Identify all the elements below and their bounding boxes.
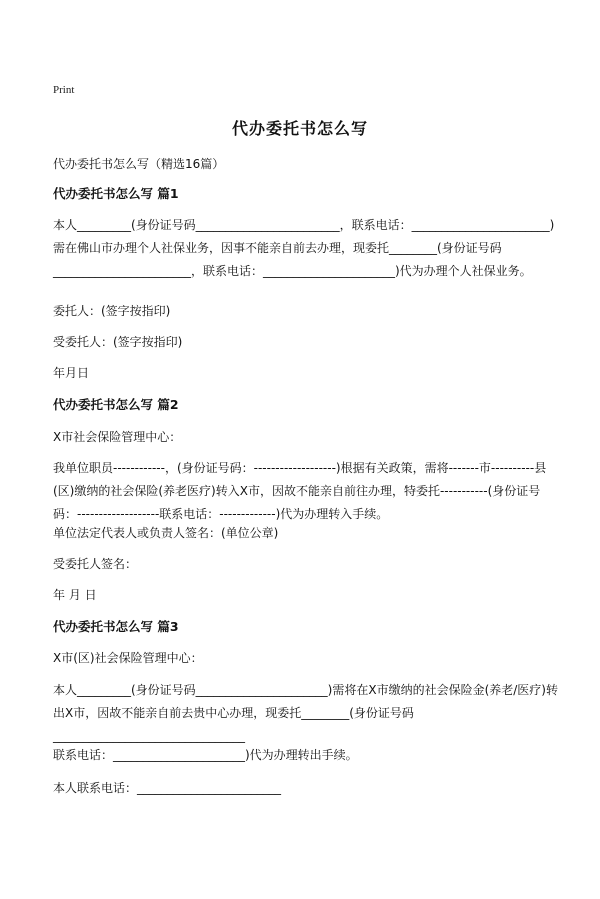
section-2-heading: 代办委托书怎么写 篇2 [53, 397, 179, 412]
section-3-paragraph-3: 联系电话：______________________)代为办理转出手续。 [53, 748, 358, 762]
section-2-paragraph-4: 受委托人签名： [53, 557, 138, 571]
section-1-heading: 代办委托书怎么写 篇1 [53, 186, 179, 201]
section-2-paragraph-5: 年 月 日 [53, 588, 97, 602]
document-title: 代办委托书怎么写 [231, 119, 368, 138]
section-2-paragraph-3: 单位法定代表人或负责人签名：(单位公章) [53, 526, 279, 540]
section-1-paragraph-1: 本人_________(身份证号码________________________，联系电话：_______________________)需在佛山市办理个人社保业务，因事不能亲自前去办理，现委托________(身份证号码_______________________，联系电话：______________________)代为办理个人社保业务。 [53, 218, 555, 278]
section-1-paragraph-2: 委托人：(签字按指印) [53, 304, 171, 318]
print-label: Print [53, 84, 75, 96]
section-1-paragraph-4: 年月日 [53, 366, 90, 380]
section-3-paragraph-2: 本人_________(身份证号码______________________)需将在X市缴纳的社会保险金(养老/医疗)转出X市，因故不能亲自前去贵中心办理，现委托________(身份证号码________________________________ [53, 683, 558, 743]
section-3-heading: 代办委托书怎么写 篇3 [53, 619, 179, 634]
section-2-paragraph-2: 我单位职员------------，(身份证号码：-------------------)根据有关政策，需将-------市----------县(区)缴纳的社会保险(养老医疗)转入X市，因故不能亲自前往办理，特委托-----------(身份证号码：-------------------联系电话：-------------)代为办理转入手续。 [53, 461, 547, 521]
section-2-paragraph-1: X市社会保险管理中心： [53, 430, 182, 444]
document-subtitle: 代办委托书怎么写（精选16篇） [53, 157, 225, 171]
section-1-paragraph-3: 受委托人：(签字按指印) [53, 335, 183, 349]
section-3-paragraph-4: 本人联系电话：________________________ [53, 781, 282, 795]
section-3-paragraph-1: X市(区)社会保险管理中心： [53, 651, 203, 665]
